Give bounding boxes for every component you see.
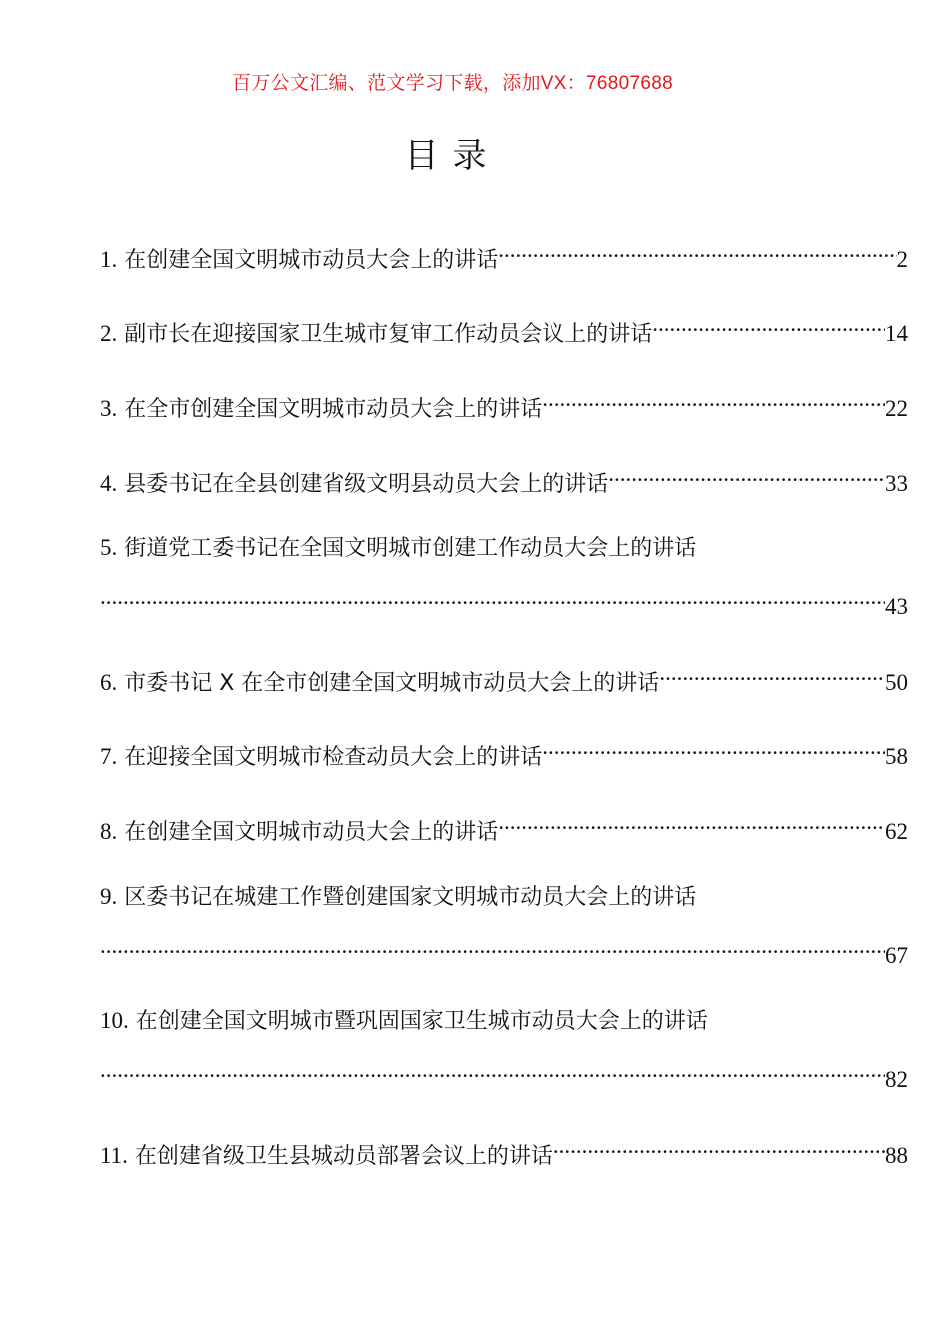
toc-page-number: 82 bbox=[885, 1067, 908, 1092]
toc-entry-label: 11. 在创建省级卫生县城动员部署会议上的讲话 bbox=[100, 1143, 553, 1169]
toc-entry-label: 6. 市委书记 X 在全市创建全国文明城市动员大会上的讲话 bbox=[100, 670, 660, 696]
toc-entry-label: 5. 街道党工委书记在全国文明城市创建工作动员大会上的讲话 bbox=[100, 535, 697, 561]
toc-leader-dots bbox=[100, 580, 885, 614]
toc-page-number: 62 bbox=[885, 819, 908, 844]
toc-entry-10-continuation[interactable] bbox=[100, 1053, 908, 1092]
toc-page-number: 2 bbox=[896, 247, 908, 272]
toc-entry-label: 9. 区委书记在城建工作暨创建国家文明城市动员大会上的讲话 bbox=[100, 884, 697, 910]
toc-entry-label: 3. 在全市创建全国文明城市动员大会上的讲话 bbox=[100, 396, 543, 422]
toc-entry-label: 8. 在创建全国文明城市动员大会上的讲话 bbox=[100, 819, 499, 845]
header-note: 百万公文汇编、范文学习下载，添加VX：76807688 bbox=[232, 73, 673, 94]
toc-entry-2[interactable] bbox=[100, 307, 908, 347]
toc-leader-dots bbox=[652, 307, 885, 341]
toc-entry-label: 1. 在创建全国文明城市动员大会上的讲话 bbox=[100, 247, 499, 273]
toc-leader-dots bbox=[498, 233, 896, 267]
toc-page-number: 50 bbox=[885, 670, 908, 695]
toc-leader-dots bbox=[659, 656, 885, 690]
toc-entry-label: 7. 在迎接全国文明城市检查动员大会上的讲话 bbox=[100, 744, 543, 770]
toc-page-number: 14 bbox=[885, 321, 908, 346]
toc-entry-1[interactable] bbox=[100, 233, 908, 273]
toc-entry-6[interactable] bbox=[100, 656, 908, 696]
toc-entry-4[interactable] bbox=[100, 457, 908, 497]
toc-entry-7[interactable] bbox=[100, 730, 908, 770]
toc-leader-dots bbox=[100, 929, 885, 963]
toc-page-number: 67 bbox=[885, 943, 908, 968]
toc-page-number: 43 bbox=[885, 594, 908, 619]
toc-entry-3[interactable] bbox=[100, 382, 908, 422]
toc-leader-dots bbox=[542, 730, 885, 764]
toc-page-number: 58 bbox=[885, 744, 908, 769]
toc-leader-dots bbox=[608, 457, 885, 491]
toc-entry-label: 10. 在创建全国文明城市暨巩固国家卫生城市动员大会上的讲话 bbox=[100, 1008, 708, 1034]
toc-page-number: 22 bbox=[885, 396, 908, 421]
toc-leader-dots bbox=[542, 382, 885, 416]
toc-entry-10[interactable] bbox=[100, 1004, 908, 1038]
toc-title: 目录 bbox=[404, 136, 501, 176]
toc-entry-9[interactable] bbox=[100, 880, 908, 914]
toc-leader-dots bbox=[498, 805, 885, 839]
toc-page-number: 33 bbox=[885, 471, 908, 496]
toc-entry-9-continuation[interactable] bbox=[100, 929, 908, 968]
toc-entry-5[interactable] bbox=[100, 531, 908, 565]
toc-entry-8[interactable] bbox=[100, 805, 908, 845]
toc-entry-5-continuation[interactable] bbox=[100, 580, 908, 619]
toc-entry-label: 4. 县委书记在全县创建省级文明县动员大会上的讲话 bbox=[100, 471, 609, 497]
toc-leader-dots bbox=[100, 1053, 885, 1087]
toc-page-number: 88 bbox=[885, 1143, 908, 1168]
toc-entry-label: 2. 副市长在迎接国家卫生城市复审工作动员会议上的讲话 bbox=[100, 321, 653, 347]
toc-leader-dots bbox=[553, 1129, 885, 1163]
toc-entry-11[interactable] bbox=[100, 1129, 908, 1169]
